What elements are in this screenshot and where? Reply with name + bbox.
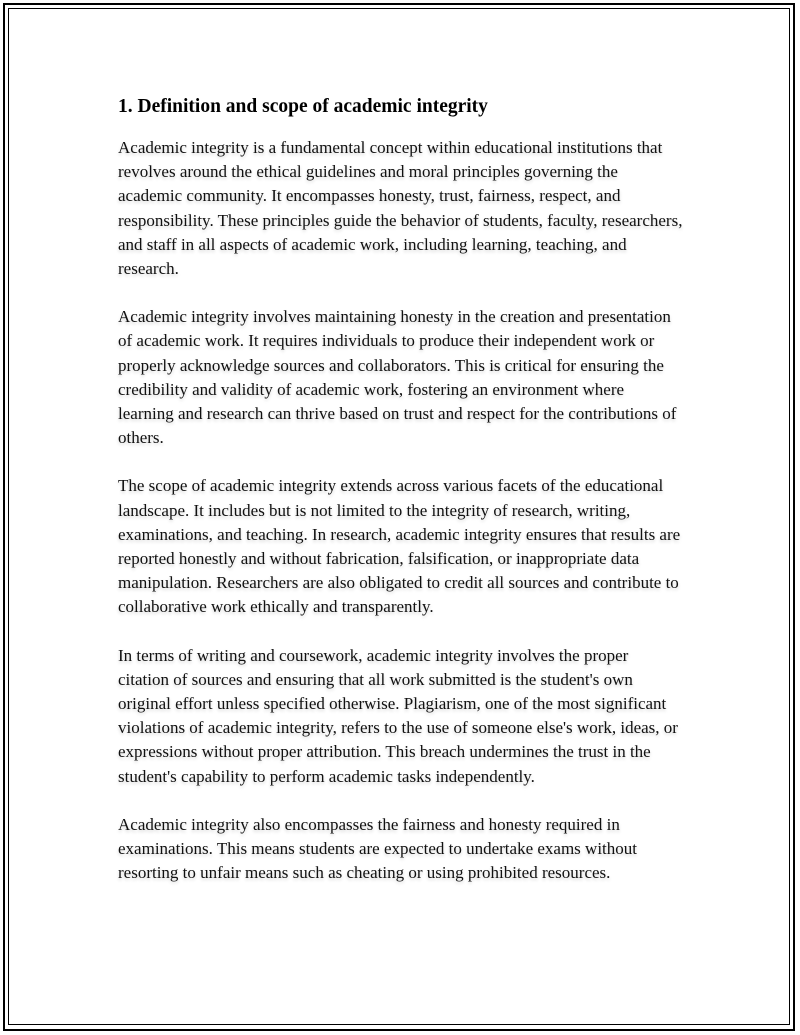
section-heading: 1. Definition and scope of academic integrity [118, 96, 488, 117]
paragraph-4: In terms of writing and coursework, academic integrity involves the proper citation of sources and ensuring that all work submitted is the student's own original effort unless specified otherwise. Plagiarism, one of the most significant violations of academic integrity, refers to the use of someone else's work, ideas, or expressions without proper attribution. This breach undermines the trust in the student's capability to perform academic tasks independently. [118, 645, 678, 786]
paragraph-5: Academic integrity also encompasses the fairness and honesty required in examinations. This means students are expected to undertake exams without resorting to unfair means such as cheating or using prohibited resources. [118, 814, 637, 883]
document-body [118, 94, 683, 909]
paragraph-2: Academic integrity involves maintaining honesty in the creation and presentation of academic work. It requires individuals to produce their independent work or properly acknowledge sources and collaborators. This is critical for ensuring the credibility and validity of academic work, fostering an environment where learning and research can thrive based on trust and respect for the contributions of others. [118, 307, 677, 448]
paragraph-1: Academic integrity is a fundamental concept within educational institutions that revolves around the ethical guidelines and moral principles governing the academic community. It encompasses honesty, trust, fairness, respect, and responsibility. These principles guide the behavior of students, faculty, researchers, and staff in all aspects of academic work, including learning, teaching, and research. [118, 138, 683, 279]
paragraph-3: The scope of academic integrity extends across various facets of the educational landscape. It includes but is not limited to the integrity of research, writing, examinations, and teaching. In research, academic integrity ensures that results are reported honestly and without fabrication, falsification, or inappropriate data manipulation. Researchers are also obligated to credit all sources and contribute to collaborative work ethically and transparently. [118, 476, 681, 617]
